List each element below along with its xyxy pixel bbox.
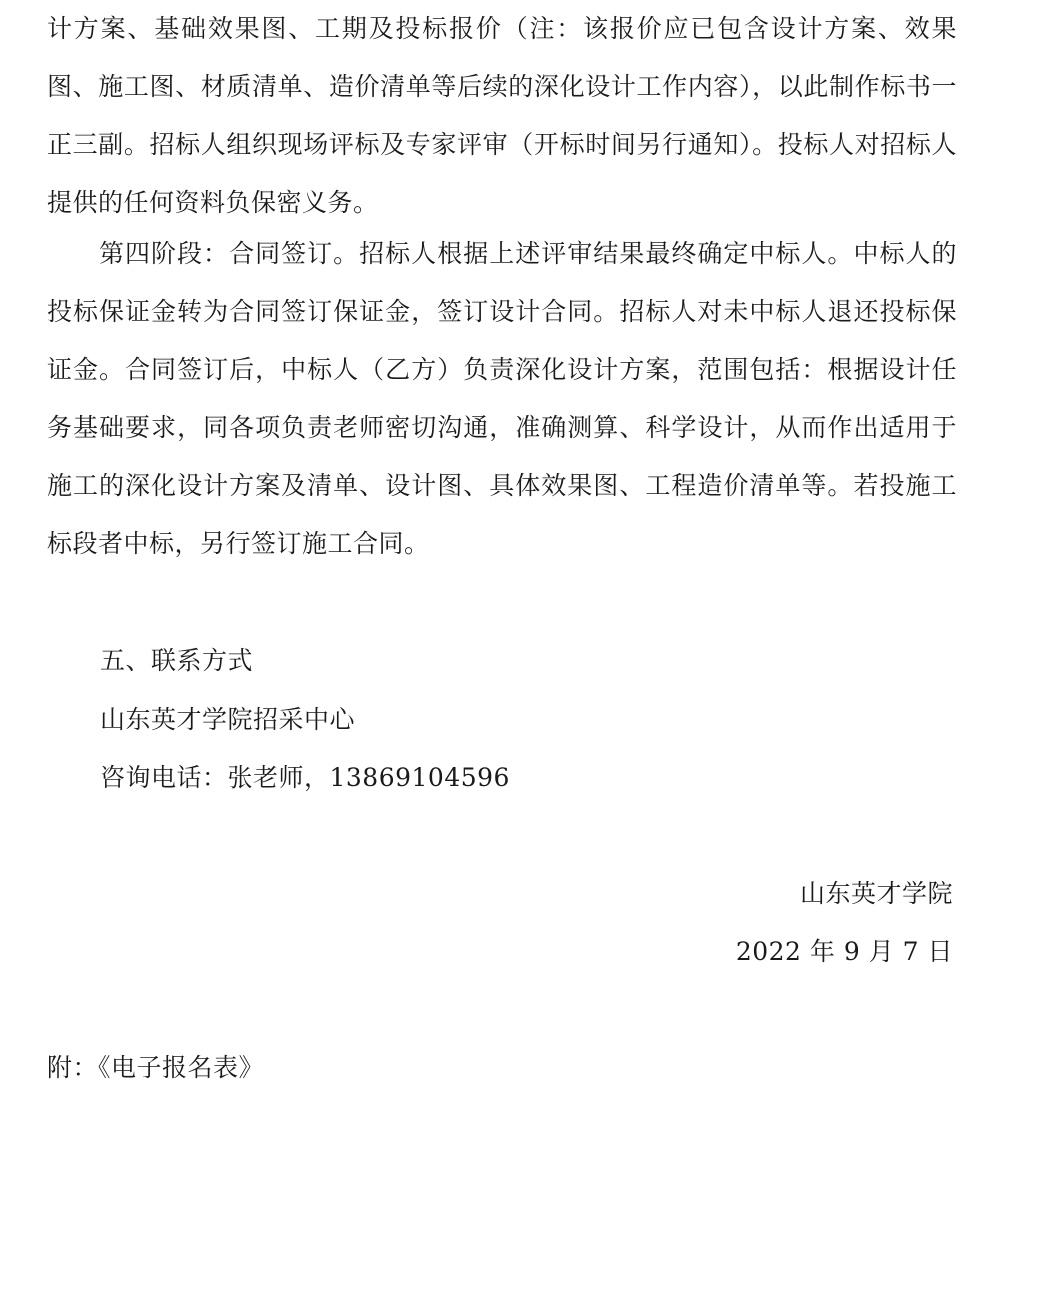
section-heading-contact: 五、联系方式 (100, 646, 254, 675)
signature-date: 2022 年 9 月 7 日 (735, 937, 953, 966)
contact-phone: 咨询电话：张老师，13869104596 (100, 763, 510, 792)
paragraph-bid-preparation: 计方案、基础效果图、工期及投标报价（注：该报价应已包含设计方案、效果图、施工图、材质清单、造价清单等后续的深化设计工作内容），以此制作标书一正三副。招标人组织现场评标及专家评审（开标时间另行通知）。投标人对招标人提供的任何资料负保密义务。 (47, 14, 957, 217)
attachment-note: 附：《电子报名表》 (47, 1053, 265, 1082)
contact-organization: 山东英才学院招采中心 (100, 705, 356, 734)
signature-organization: 山东英才学院 (799, 879, 953, 908)
paragraph-stage-four-contract: 第四阶段：合同签订。招标人根据上述评审结果最终确定中标人。中标人的投标保证金转为合同签订保证金，签订设计合同。招标人对未中标人退还投标保证金。合同签订后，中标人（乙方）负责深化设计方案，范围包括：根据设计任务基础要求，同各项负责老师密切沟通，准确测算、科学设计，从而作出适用于施工的深化设计方案及清单、设计图、具体效果图、工程造价清单等。若投施工标段者中标，另行签订施工合同。 (47, 239, 957, 558)
